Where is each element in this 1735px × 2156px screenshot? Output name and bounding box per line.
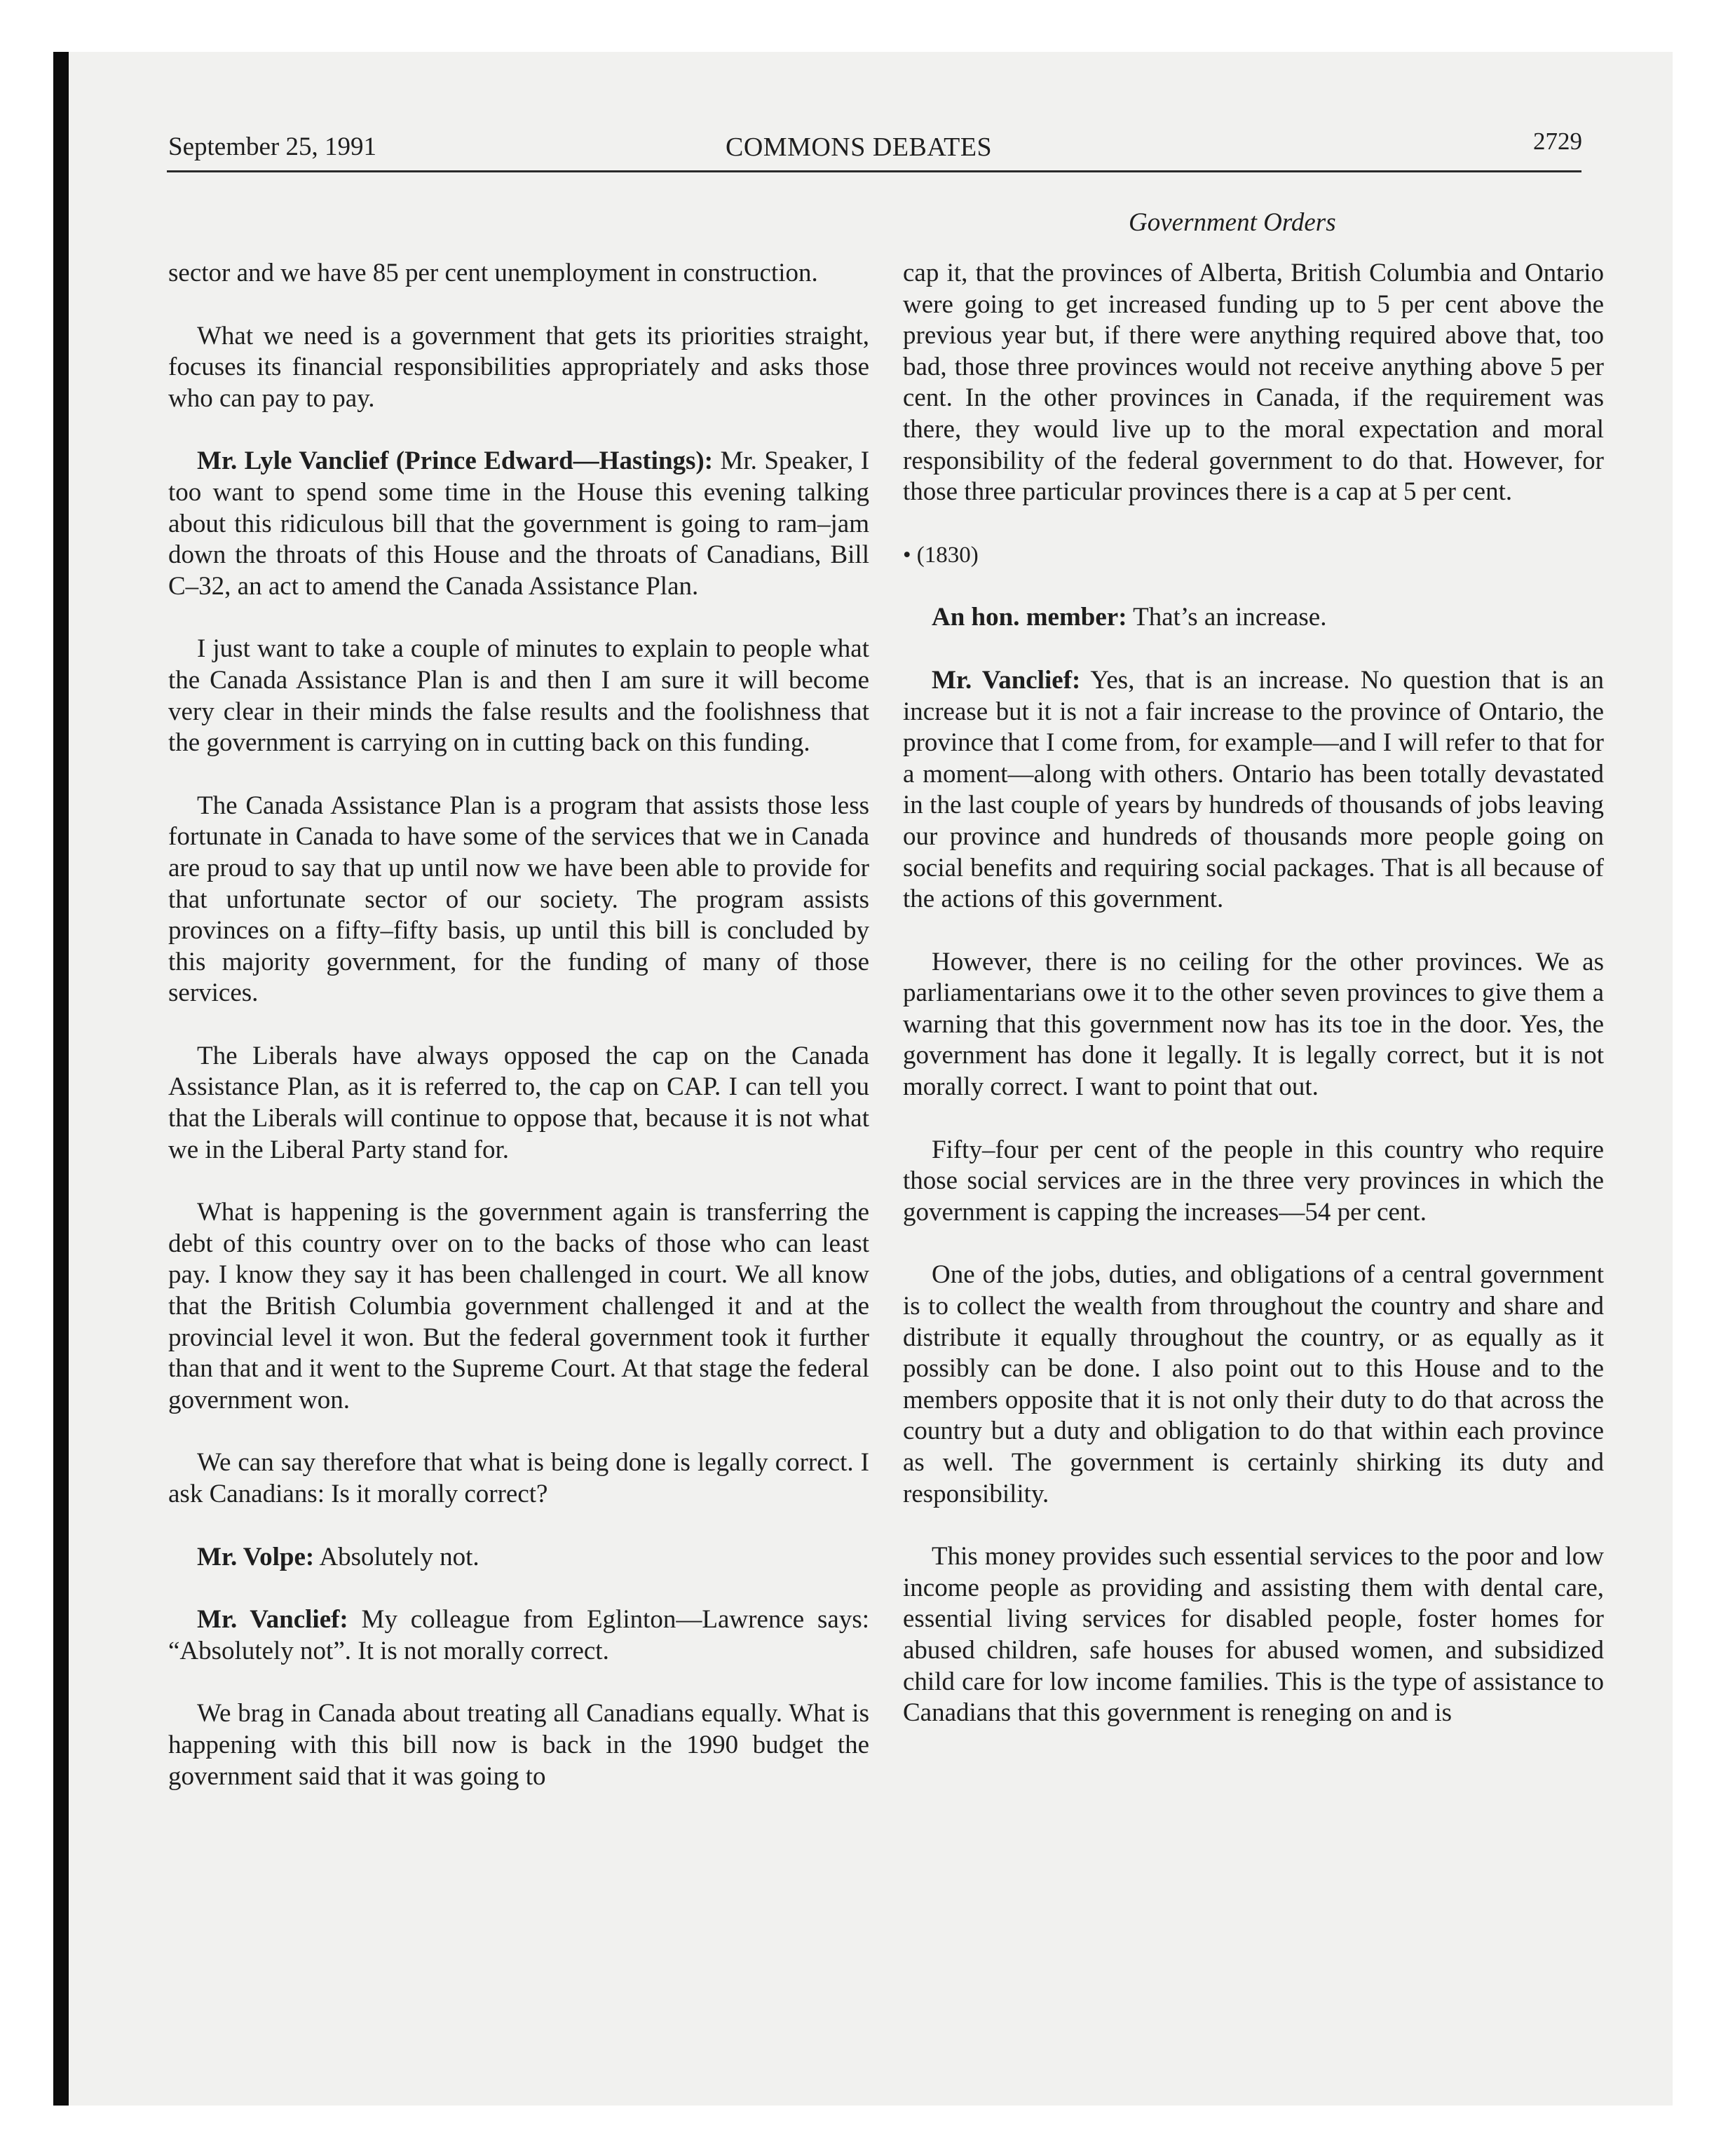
paragraph — [168, 321, 869, 415]
paragraph — [168, 1197, 869, 1416]
header-journal-title: COMMONS DEBATES — [726, 132, 993, 162]
paragraph-text: However, there is no ceiling for the other provinces. We as parliamentarians owe it to the other seven provinces to give them a warning that this government now has its toe in the door. Yes, the government has done it legally. It is legally correct, but it is not morally correct. I want to point that out. — [903, 947, 1604, 1102]
paragraph-text: We can say therefore that what is being done is legally correct. I ask Canadians: Is it morally correct? — [168, 1448, 869, 1508]
speaker-name: Mr. Lyle Vanclief (Prince Edward—Hastings): — [197, 446, 714, 476]
paragraph — [168, 1447, 869, 1510]
paragraph-text: cap it, that the provinces of Alberta, British Columbia and Ontario were going to get increased funding up to 5 per cent above the previous year but, if there were anything required above that, too bad, those three provinces would not receive anything above 5 per cent. In the other provinces in Canada, if the requirement was there, they would live up to the moral expectation and moral responsibility of the federal government to do that. However, for those three particular provinces there is a cap at 5 per cent. — [903, 259, 1604, 507]
paragraph — [168, 791, 869, 1009]
paragraph-text: The Liberals have always opposed the cap on the Canada Assistance Plan, as it is referred to, the cap on CAP. I can tell you that the Liberals will continue to oppose that, because it is not what we in the Liberal Party stand for. — [168, 1041, 869, 1164]
paragraph-text: My colleague from Eglinton—Lawrence says: “Absolutely not”. It is not morally correct. — [168, 1605, 870, 1665]
paragraph-text: The Canada Assistance Plan is a program that assists those less fortunate in Canada to have some of the services that we in Canada are proud to say that up until now we have been able to provide for that unfortunate sector of our society. The program assists provinces on a fifty–fifty basis, up until this bill is concluded by this majority government, for the funding of many of those services. — [168, 791, 869, 1008]
paragraph-text: Mr. Speaker, I too want to spend some time in the House this evening talking about this ridiculous bill that the government is going to ram–jam down the throats of this House and the throats of Canadians, Bill C–32, an act to amend the Canada Assistance Plan. — [168, 446, 870, 601]
paragraph — [903, 1260, 1604, 1510]
paragraph-text: One of the jobs, duties, and obligations of a central government is to collect the wealth from throughout the country and share and distribute it equally throughout the country, or as equally as it possibly can be done. I also point out to this House and to the members opposite that it is not only their duty to do that across the country but a duty and obligation to do that within each province as well. The government is certainly shirking its duty and responsibility. — [903, 1260, 1604, 1508]
paragraph-text: Fifty–four per cent of the people in this country who require those social services are in the three very provinces in which the government is capping the increases—54 per cent. — [903, 1135, 1604, 1227]
speaker-name: An hon. member: — [932, 603, 1127, 632]
speech-paragraph — [168, 1542, 869, 1574]
header-rule — [167, 170, 1581, 172]
paragraph — [903, 947, 1604, 1103]
paragraph — [168, 1041, 869, 1166]
header-page-number: 2729 — [1533, 128, 1582, 155]
left-column — [168, 258, 869, 1824]
speech-paragraph — [903, 665, 1604, 915]
section-title: Government Orders — [1129, 208, 1336, 237]
speech-paragraph — [168, 446, 869, 602]
paragraph-text: This money provides such essential services to the poor and low income people as providing and assisting them with dental care, essential living services for disabled people, foster homes for abused children, safe houses for abused women, and subsidized child care for low income families. This is the type of assistance to Canadians that this government is reneging on and is — [903, 1542, 1604, 1728]
speech-paragraph — [168, 1604, 869, 1667]
speaker-name: Mr. Vanclief: — [197, 1605, 348, 1635]
paragraph-text: sector and we have 85 per cent unemployment in construction. — [168, 259, 818, 287]
paragraph-text: What we need is a government that gets its priorities straight, focuses its financial responsibilities appropriately and asks those who can pay to pay. — [168, 321, 869, 413]
paragraph-text: I just want to take a couple of minutes to explain to people what the Canada Assistance Plan is and then I am sure it will become very clear in their minds the false results and the foolishness that the government is carrying on in cutting back on this funding. — [168, 634, 869, 758]
header-date: September 25, 1991 — [168, 132, 376, 161]
time-marker: • (1830) — [903, 542, 979, 568]
paragraph-text: That’s an increase. — [1133, 603, 1327, 632]
speaker-name: Mr. Vanclief: — [932, 665, 1081, 695]
scan-edge-shadow — [53, 52, 69, 2106]
paragraph — [168, 258, 869, 289]
paragraph-text: We brag in Canada about treating all Canadians equally. What is happening with this bill now is back in the 1990 budget the government said that it was going to — [168, 1699, 869, 1791]
paragraph — [903, 258, 1604, 508]
right-column — [903, 258, 1604, 1761]
paragraph — [903, 1541, 1604, 1729]
paragraph — [168, 634, 869, 758]
speech-paragraph — [903, 602, 1604, 634]
paragraph-text: Yes, that is an increase. No question that is an increase but it is not a fair increase to the province of Ontario, the province that I come from, for example—and I will refer to that for a moment—along with others. Ontario has been totally devastated in the last couple of years by hundreds of thousands of jobs leaving our province and hundreds of thousands more people going on social benefits and requiring social packages. That is all because of the actions of this government. — [903, 665, 1604, 914]
paragraph — [903, 1135, 1604, 1229]
paragraph — [168, 1698, 869, 1792]
paragraph-text: Absolutely not. — [319, 1542, 479, 1571]
speaker-name: Mr. Volpe: — [197, 1542, 315, 1571]
paragraph-text: What is happening is the government again is transferring the debt of this country over on to the backs of those who can least pay. I know they say it has been challenged in court. We all know that the British Columbia government challenged it and at the provincial level it won. But the federal government took it further than that and it went to the Supreme Court. At that stage the federal government won. — [168, 1198, 869, 1414]
